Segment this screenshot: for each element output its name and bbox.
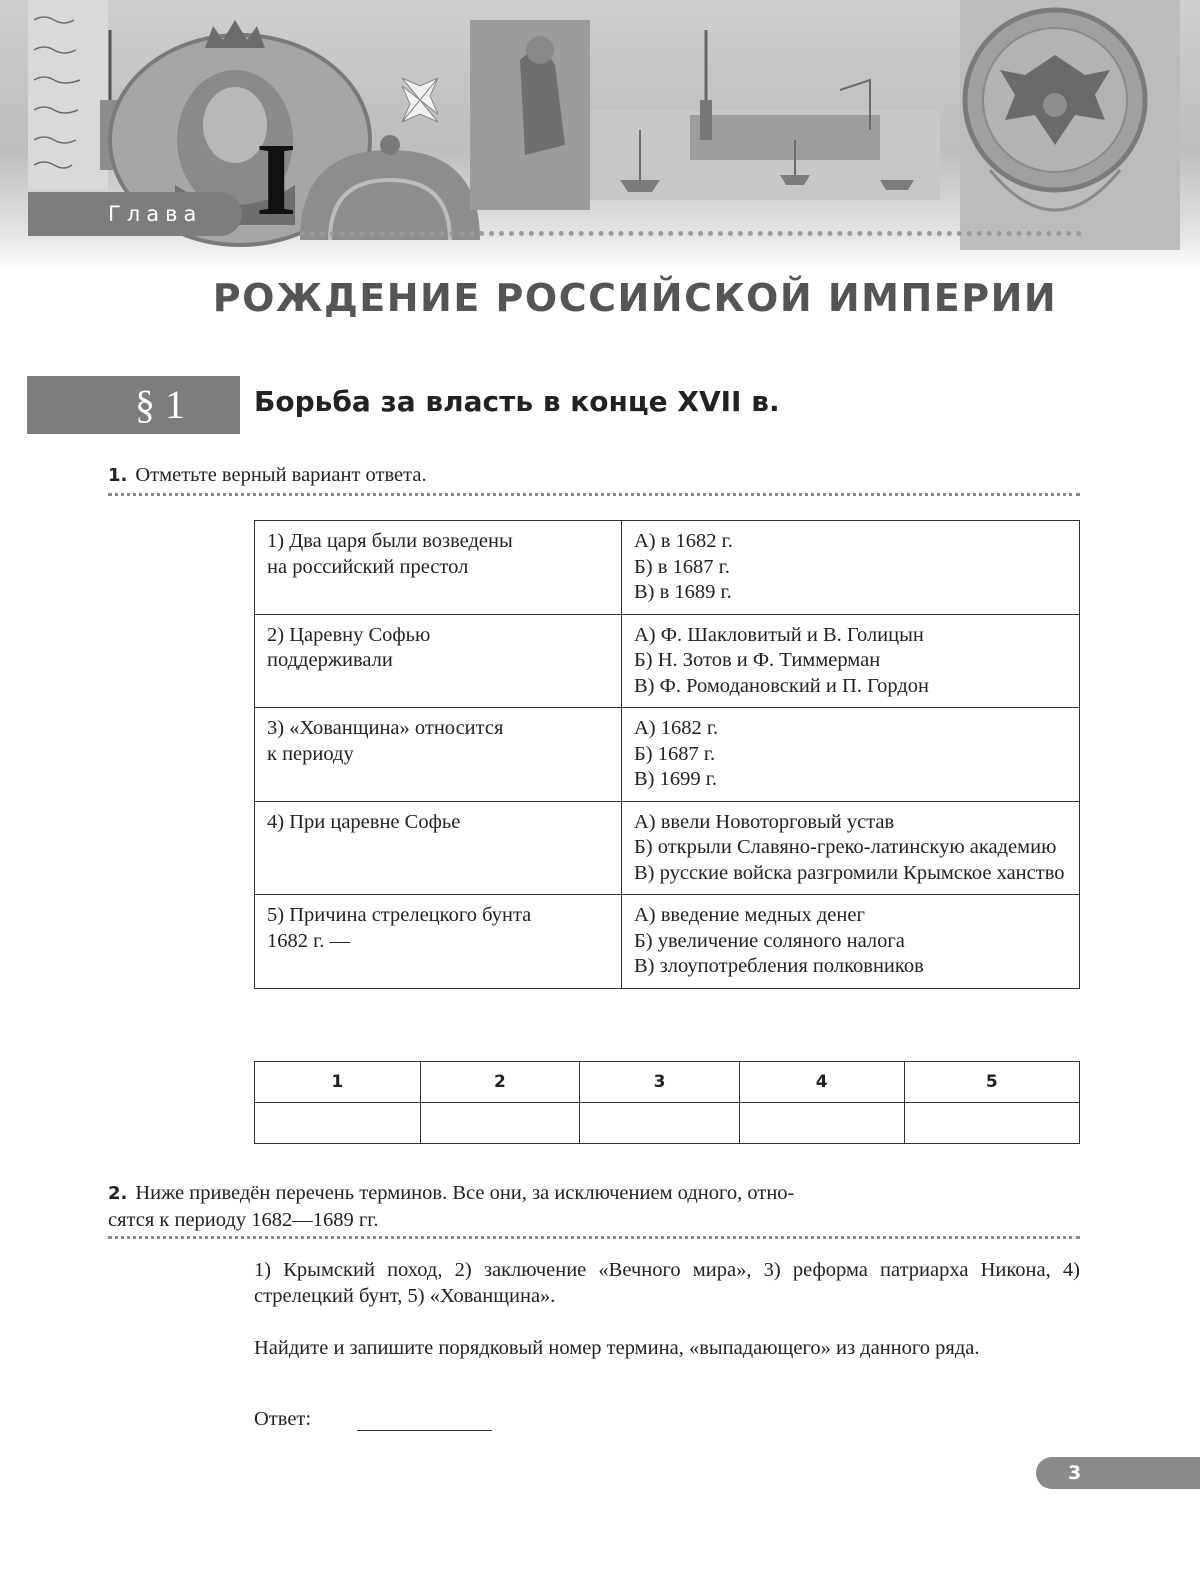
- task2-terms: 1) Крымский поход, 2) заключение «Вечного мира», 3) реформа патриарха Никона, 4) стрелецкий бунт, 5) «Хованщина».: [254, 1259, 1080, 1307]
- question-text: 5) Причина стрелецкого бунта: [267, 904, 532, 926]
- question-text: 2) Царевну Софью: [267, 623, 431, 646]
- answer-grid-cell[interactable]: [580, 1103, 740, 1144]
- question-text: на российский престол: [267, 555, 469, 578]
- answer-grid-header: 4: [739, 1062, 904, 1103]
- chapter-divider: [300, 231, 1082, 236]
- table-row: [255, 521, 1080, 615]
- answer-grid-cell[interactable]: [739, 1103, 904, 1144]
- question-cell: [255, 614, 622, 708]
- table-row: [255, 801, 1080, 895]
- table-row: [255, 708, 1080, 802]
- chapter-number: I: [256, 122, 297, 237]
- options-cell: [622, 521, 1080, 615]
- task1-heading: [108, 462, 1080, 489]
- answer-option[interactable]: В) Ф. Ромодановский и П. Гордон: [634, 674, 929, 697]
- answer-option[interactable]: Б) открыли Славяно-греко-латинскую академию: [634, 836, 1057, 858]
- question-text: к периоду: [267, 742, 354, 765]
- question-text: поддерживали: [267, 649, 393, 671]
- answer-option[interactable]: А) 1682 г.: [634, 717, 719, 739]
- page-number: 3: [1036, 1457, 1200, 1489]
- section-title: Борьба за власть в конце XVII в.: [254, 385, 780, 418]
- task1-instruction: Отметьте верный вариант ответа.: [135, 464, 427, 486]
- answer-label: Ответ:: [254, 1408, 312, 1430]
- task2-instruction-line2: сятся к периоду 1682—1689 гг.: [108, 1209, 379, 1231]
- answer-grid-cell[interactable]: [420, 1103, 580, 1144]
- answer-option[interactable]: А) в 1682 г.: [634, 530, 733, 552]
- answer-option[interactable]: А) ввели Новоторговый устав: [634, 810, 895, 833]
- table-row: [255, 895, 1080, 989]
- task1-number: 1.: [108, 465, 128, 486]
- answer-option[interactable]: А) введение медных денег: [634, 904, 865, 926]
- options-cell: [622, 614, 1080, 708]
- question-cell: [255, 521, 622, 615]
- task1-table: [254, 520, 1080, 989]
- options-cell: [622, 895, 1080, 989]
- task2-question: Найдите и запишите порядковый номер термина, «выпадающего» из данного ряда.: [254, 1337, 980, 1359]
- question-cell: [255, 895, 622, 989]
- answer-input-line[interactable]: [357, 1430, 492, 1431]
- answer-grid-header: 2: [420, 1062, 580, 1103]
- answer-option[interactable]: Б) увеличение соляного налога: [634, 929, 905, 952]
- section-number: § 1: [27, 376, 240, 434]
- task2-heading: [108, 1180, 1080, 1233]
- answer-grid-header: 5: [904, 1062, 1079, 1103]
- answer-option[interactable]: В) в 1689 г.: [634, 581, 732, 603]
- answer-option[interactable]: А) Ф. Шакловитый и В. Голицын: [634, 623, 924, 646]
- answer-grid-cell[interactable]: [904, 1103, 1079, 1144]
- question-cell: [255, 801, 622, 895]
- question-cell: [255, 708, 622, 802]
- task2-divider: [108, 1236, 1080, 1239]
- task1-divider: [108, 493, 1080, 496]
- question-text: 1682 г. —: [267, 929, 350, 952]
- answer-option[interactable]: В) 1699 г.: [634, 768, 717, 790]
- question-text: 3) «Хованщина» относится: [267, 717, 504, 739]
- question-text: 4) При царевне Софье: [267, 810, 461, 833]
- task2-number: 2.: [108, 1183, 128, 1204]
- table-row: [255, 614, 1080, 708]
- options-cell: [622, 708, 1080, 802]
- task2-instruction-line1: Ниже приведён перечень терминов. Все они, за исключением одного, отно-: [135, 1182, 795, 1204]
- chapter-banner: [0, 0, 1200, 270]
- question-text: 1) Два царя были возведены: [267, 530, 513, 552]
- answer-grid-header: 3: [580, 1062, 740, 1103]
- chapter-title: РОЖДЕНИЕ РОССИЙСКОЙ ИМПЕРИИ: [212, 276, 1058, 320]
- options-cell: [622, 801, 1080, 895]
- answer-grid-header: 1: [255, 1062, 421, 1103]
- answer-option[interactable]: Б) в 1687 г.: [634, 555, 730, 578]
- answer-option[interactable]: В) русские войска разгромили Крымское ханство: [634, 861, 1065, 884]
- task1-answer-grid: [254, 1061, 1080, 1144]
- chapter-label: Глава: [28, 192, 242, 236]
- answer-option[interactable]: В) злоупотребления полковников: [634, 955, 924, 977]
- answer-option[interactable]: Б) Н. Зотов и Ф. Тиммерман: [634, 649, 881, 671]
- answer-option[interactable]: Б) 1687 г.: [634, 742, 716, 765]
- answer-grid-cell[interactable]: [255, 1103, 421, 1144]
